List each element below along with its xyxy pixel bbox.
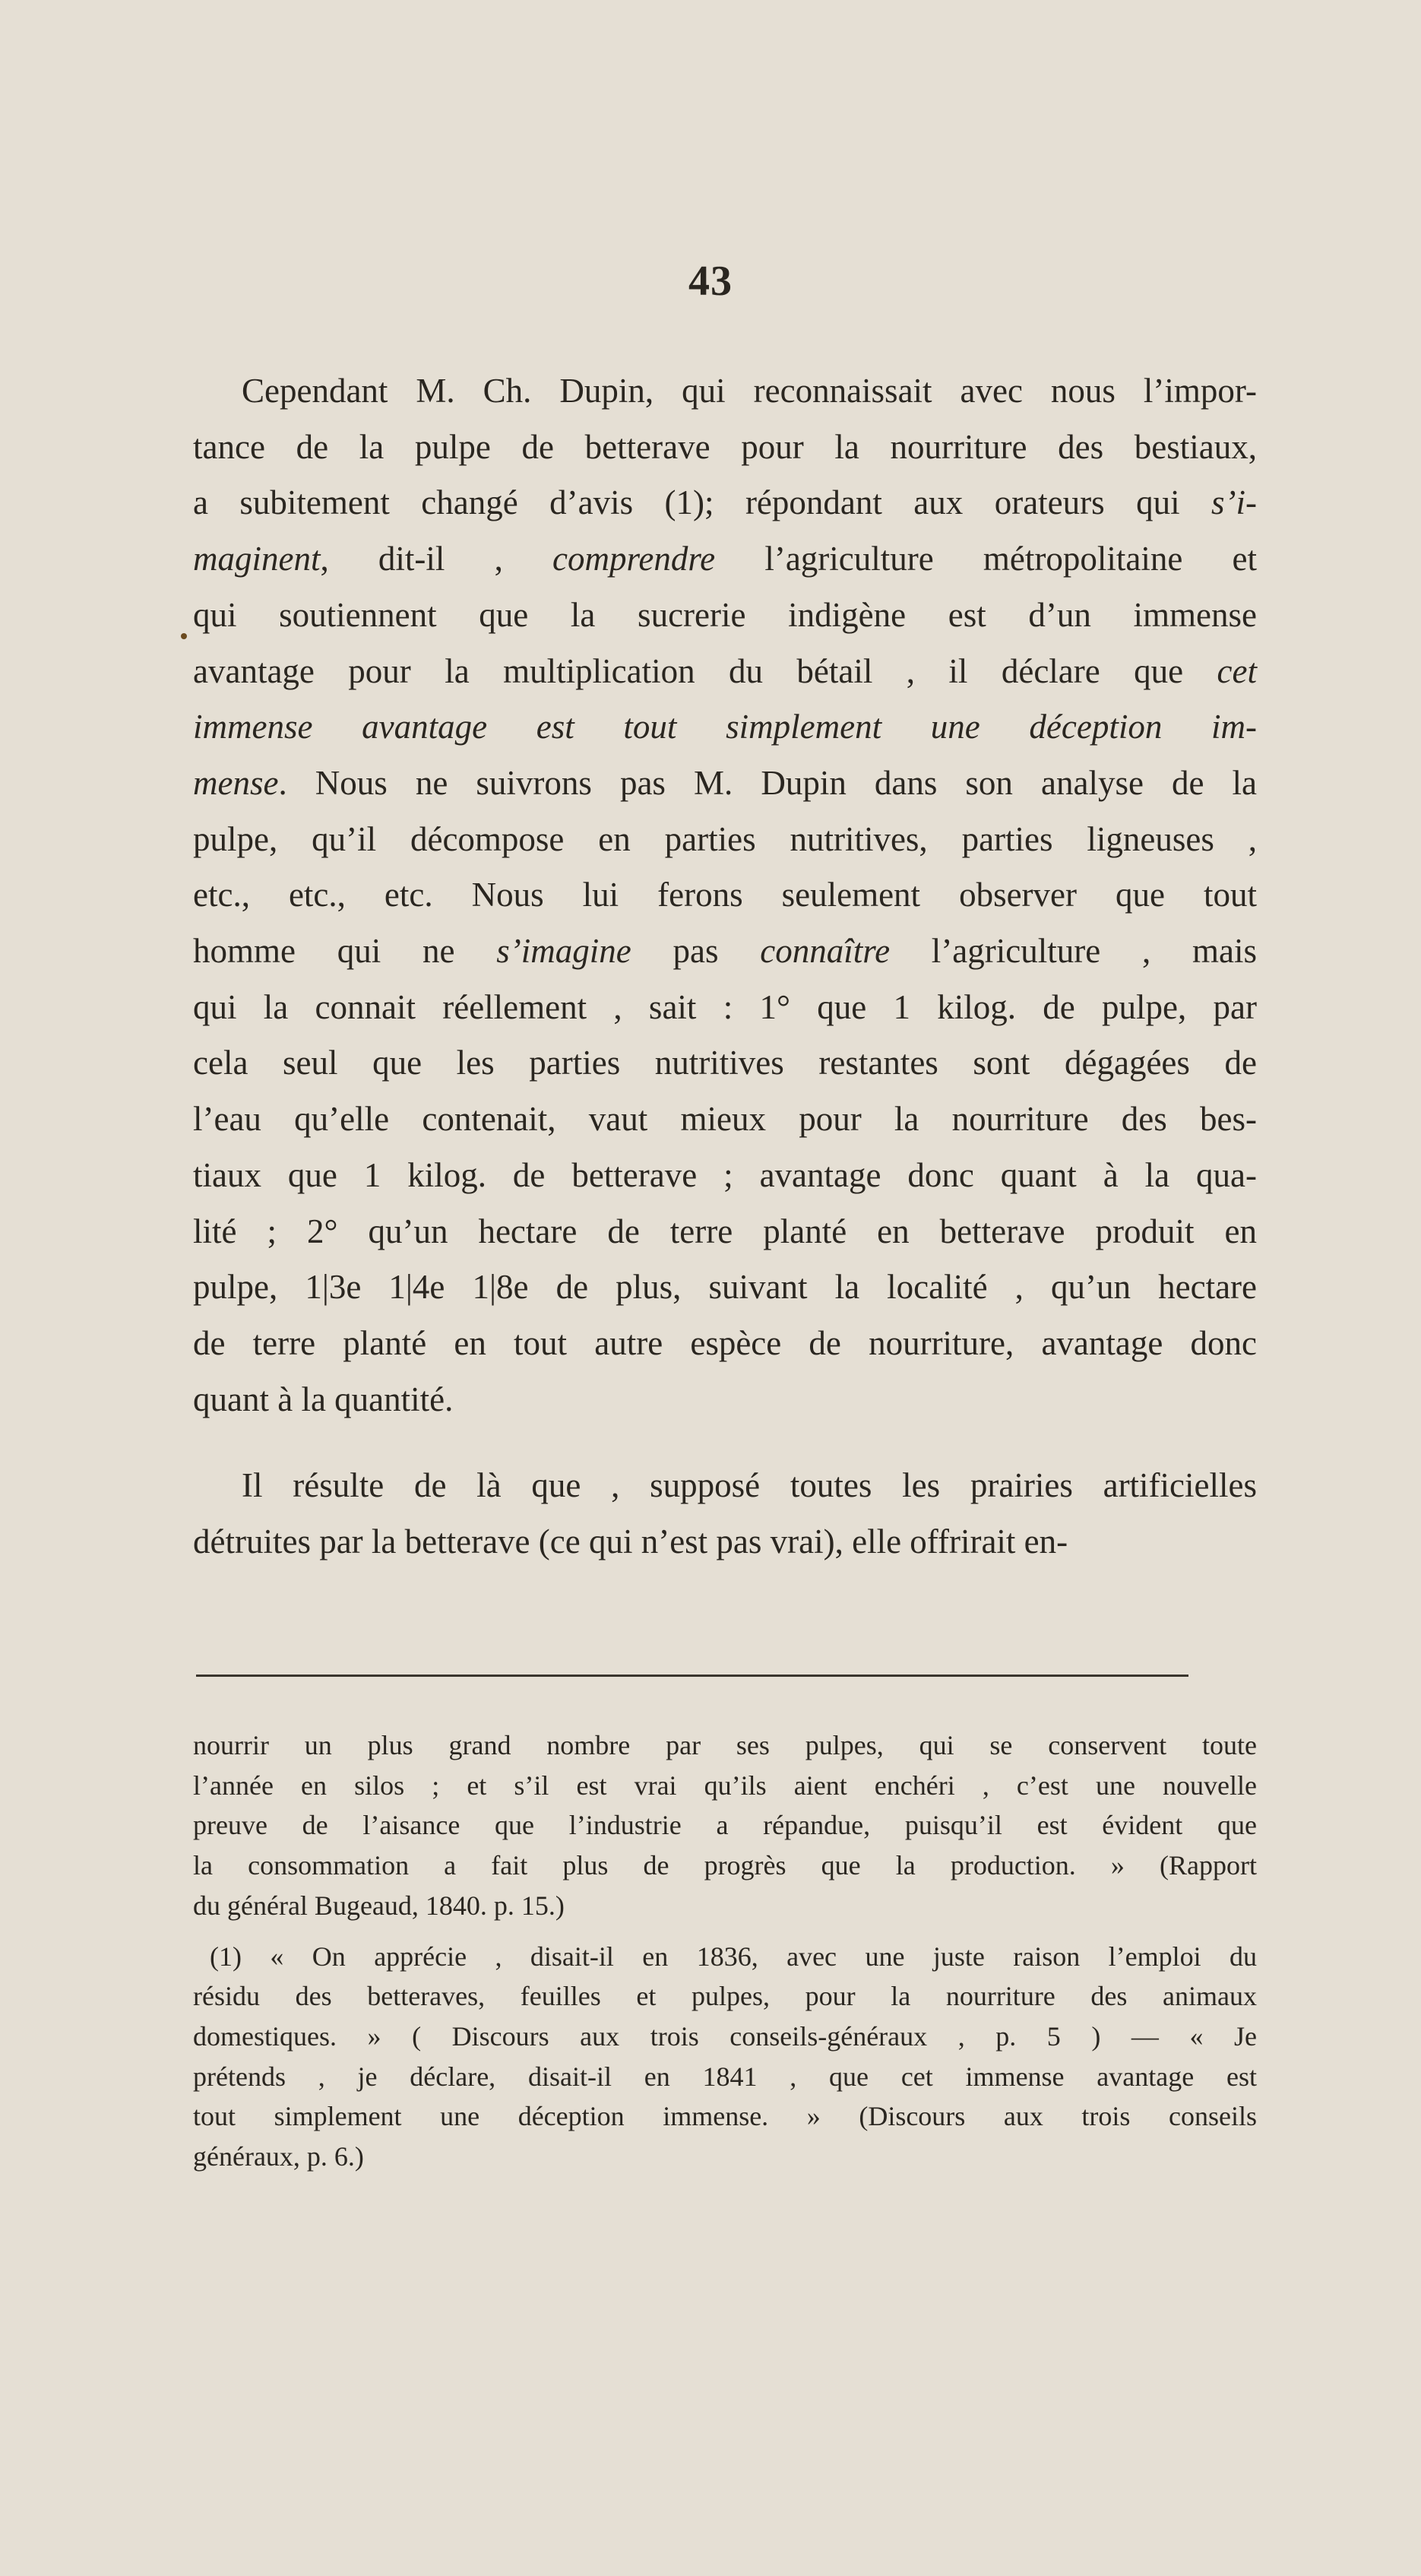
- footnote-line: tout simplement une déception immense. » (Discours aux trois conseils: [193, 2101, 1257, 2132]
- footnote-line: (1) « On apprécie , disait-il en 1836, avec une juste raison l’emploi du: [210, 1941, 1257, 1972]
- text-line: pulpe, 1|3e 1|4e 1|8e de plus, suivant la localité , qu’un hectare: [193, 1268, 1257, 1307]
- text-line: mense. Nous ne suivrons pas M. Dupin dans son analyse de la: [193, 763, 1257, 802]
- footnotes: [193, 1725, 1257, 2177]
- text-line: pulpe, qu’il décompose en parties nutritives, parties ligneuses ,: [193, 819, 1257, 858]
- text-line: qui soutiennent que la sucrerie indigène est d’un immense: [193, 595, 1257, 634]
- text-line: de terre planté en tout autre espèce de nourriture, avantage donc: [193, 1323, 1257, 1362]
- text-line: tiaux que 1 kilog. de betterave ; avantage donc quant à la qua-: [193, 1155, 1257, 1194]
- footnote-continuation: [193, 1725, 1257, 1926]
- footnote-line: la consommation a fait plus de progrès que la production. » (Rapport: [193, 1850, 1257, 1881]
- footnote-line: nourrir un plus grand nombre par ses pulpes, qui se conservent toute: [193, 1730, 1257, 1760]
- text-line: lité ; 2° qu’un hectare de terre planté en betterave produit en: [193, 1212, 1257, 1250]
- footnote-line: domestiques. » ( Discours aux trois conseils-généraux , p. 5 ) — « Je: [193, 2020, 1257, 2052]
- footnote-line: généraux, p. 6.): [193, 2141, 364, 2172]
- footnote-1: [193, 1937, 1257, 2177]
- footnote-line: l’année en silos ; et s’il est vrai qu’ils aient enchéri , c’est une nouvelle: [193, 1770, 1257, 1801]
- text-line: a subitement changé d’avis (1); répondant aux orateurs qui s’i-: [193, 483, 1257, 522]
- footnote-line: prétends , je déclare, disait-il en 1841 , que cet immense avantage est: [193, 2061, 1257, 2092]
- text-line: cela seul que les parties nutritives restantes sont dégagées de: [193, 1044, 1257, 1082]
- text-line: avantage pour la multiplication du bétail , il déclare que cet: [193, 651, 1257, 690]
- text-line: immense avantage est tout simplement une déception im-: [193, 708, 1257, 746]
- text-line: l’eau qu’elle contenait, vaut mieux pour la nourriture des bes-: [193, 1100, 1257, 1139]
- text-line: Cependant M. Ch. Dupin, qui reconnaissait avec nous l’impor-: [242, 372, 1257, 410]
- main-text: [193, 363, 1257, 1570]
- text-line: maginent, dit-il , comprendre l’agriculture métropolitaine et: [193, 540, 1257, 578]
- text-line: etc., etc., etc. Nous lui ferons seulement observer que tout: [193, 876, 1257, 914]
- footnote-line: preuve de l’aisance que l’industrie a répandue, puisqu’il est évident que: [193, 1810, 1257, 1841]
- text-line: homme qui ne s’imagine pas connaître l’agriculture , mais: [193, 932, 1257, 971]
- text-line: Il résulte de là que , supposé toutes les prairies artificielles: [242, 1466, 1257, 1505]
- footnote-line: du général Bugeaud, 1840. p. 15.): [193, 1890, 565, 1921]
- page-number: 43: [688, 258, 733, 305]
- footnote-line: résidu des betteraves, feuilles et pulpes, pour la nourriture des animaux: [193, 1981, 1257, 2012]
- paragraph-1: [193, 363, 1257, 1427]
- text-line: détruites par la betterave (ce qui n’est pas vrai), elle offrirait en-: [193, 1522, 1068, 1561]
- text-line: qui la connait réellement , sait : 1° que 1 kilog. de pulpe, par: [193, 987, 1257, 1026]
- ink-speck-mark: [181, 633, 187, 639]
- text-line: tance de la pulpe de betterave pour la nourriture des bestiaux,: [193, 427, 1257, 466]
- paragraph-2: [193, 1458, 1257, 1570]
- footnote-separator-rule: [196, 1675, 1188, 1677]
- footnote-gap: [193, 1926, 1257, 1937]
- text-line: quant à la quantité.: [193, 1380, 454, 1418]
